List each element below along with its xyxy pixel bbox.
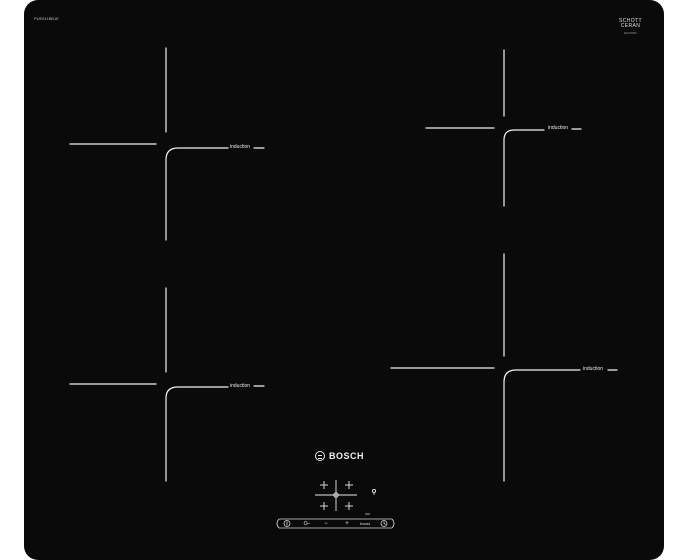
zone-selector-1[interactable] [320,481,328,489]
key-lock-icon: O⌐ [303,520,311,527]
minus-button[interactable]: − [324,520,328,527]
brand-name: BOSCH [329,451,365,461]
zone-selector-group [315,480,376,511]
plus-button[interactable]: + [345,520,349,527]
indicator-dot-icon [372,489,375,492]
brand-mark [315,451,364,461]
zone-2-label: induction [548,125,569,131]
induction-hob [24,0,664,560]
child-lock-button[interactable] [300,519,314,529]
glass-brand-line2: CERAN [620,23,641,29]
zone-selector-3[interactable] [320,502,328,510]
model-code: PUE611BB1E [34,16,59,21]
zone-markings [24,0,664,560]
boost-tag: 300 [365,512,371,516]
zone-selector-4[interactable] [345,502,353,510]
glass-code: EKF6F81 [624,31,637,35]
zone-3-label: induction [230,383,251,389]
bosch-logo-icon [315,451,325,461]
glass-brand-line1: SCHOTT [619,18,642,24]
zone-4-label: induction [583,366,604,372]
control-strip [277,519,394,528]
zone-1-label: induction [230,144,251,150]
zone-selector-2[interactable] [345,481,353,489]
glass-brand [619,19,642,36]
boost-button[interactable]: boost [360,520,370,526]
